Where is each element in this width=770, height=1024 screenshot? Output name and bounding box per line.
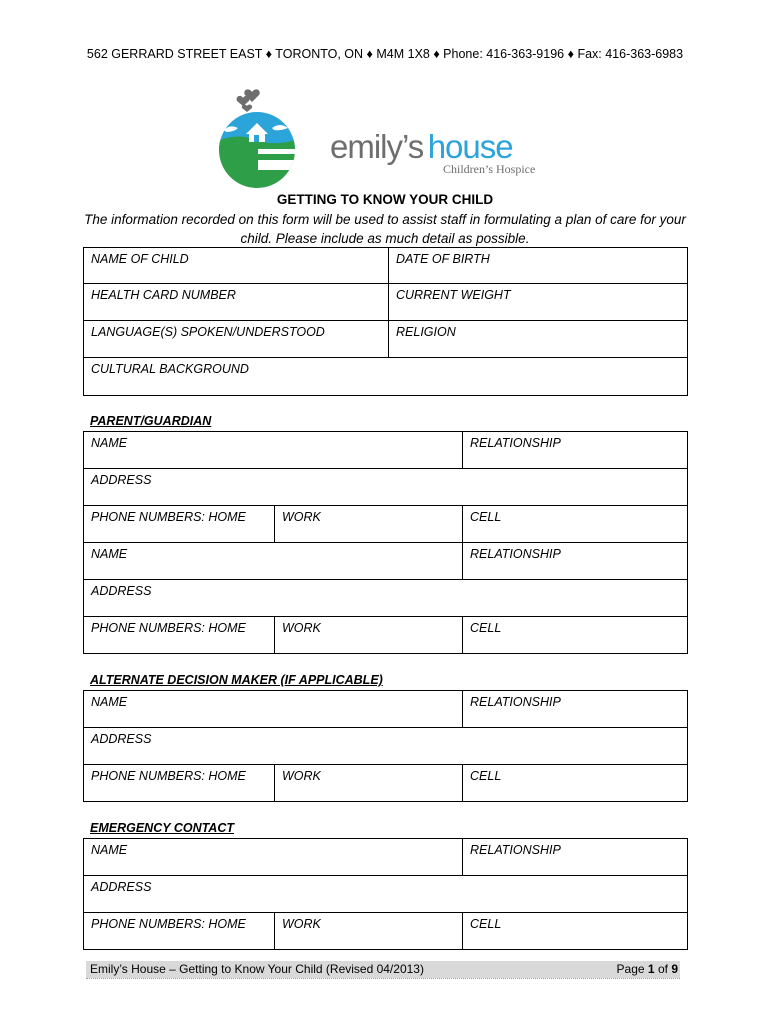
guardian1-work-field[interactable]: WORK — [275, 506, 463, 543]
section-parent-guardian: PARENT/GUARDIAN — [90, 414, 212, 428]
guardian2-address-field[interactable]: ADDRESS — [84, 580, 688, 617]
guardian1-relationship-field[interactable]: RELATIONSHIP — [463, 432, 688, 469]
alternate-decision-maker-table — [83, 690, 688, 802]
guardian2-work-field[interactable]: WORK — [275, 617, 463, 654]
section-emergency-contact: EMERGENCY CONTACT — [90, 821, 234, 835]
adm-relationship-field[interactable]: RELATIONSHIP — [463, 691, 688, 728]
health-card-number-field[interactable]: HEALTH CARD NUMBER — [84, 284, 389, 321]
section-alternate-decision-maker: ALTERNATE DECISION MAKER (IF APPLICABLE) — [90, 673, 383, 687]
footer-rule — [86, 978, 680, 979]
adm-cell-field[interactable]: CELL — [463, 765, 688, 802]
emergency-relationship-field[interactable]: RELATIONSHIP — [463, 839, 688, 876]
page-current: 1 — [647, 962, 655, 976]
current-weight-field[interactable]: CURRENT WEIGHT — [389, 284, 688, 321]
emergency-address-field[interactable]: ADDRESS — [84, 876, 688, 913]
logo-wordmark — [330, 128, 513, 166]
religion-field[interactable]: RELIGION — [389, 321, 688, 358]
adm-name-field[interactable]: NAME — [84, 691, 463, 728]
cultural-background-field[interactable]: CULTURAL BACKGROUND — [84, 358, 688, 396]
emergency-cell-field[interactable]: CELL — [463, 913, 688, 950]
page-label: Page — [616, 962, 645, 976]
form-title: GETTING TO KNOW YOUR CHILD — [276, 192, 494, 207]
emergency-contact-table — [83, 838, 688, 950]
child-info-table — [83, 247, 688, 396]
guardian2-name-field[interactable]: NAME — [84, 543, 463, 580]
adm-work-field[interactable]: WORK — [275, 765, 463, 802]
guardian1-phone-home-field[interactable]: PHONE NUMBERS: HOME — [84, 506, 275, 543]
guardian1-address-field[interactable]: ADDRESS — [84, 469, 688, 506]
adm-address-field[interactable]: ADDRESS — [84, 728, 688, 765]
date-of-birth-field[interactable]: DATE OF BIRTH — [389, 248, 688, 284]
adm-phone-home-field[interactable]: PHONE NUMBERS: HOME — [84, 765, 275, 802]
page-footer — [86, 961, 680, 978]
logo-name-emily: emily’s — [330, 128, 424, 165]
name-of-child-field[interactable]: NAME OF CHILD — [84, 248, 389, 284]
header-address: 562 GERRARD STREET EAST ♦ TORONTO, ON ♦ M4M 1X8 ♦ Phone: 416-363-9196 ♦ Fax: 416-363-6983 — [86, 47, 684, 61]
guardian1-name-field[interactable]: NAME — [84, 432, 463, 469]
logo-name-house: house — [427, 128, 513, 165]
guardian1-cell-field[interactable]: CELL — [463, 506, 688, 543]
guardian2-phone-home-field[interactable]: PHONE NUMBERS: HOME — [84, 617, 275, 654]
logo-subtitle: Children’s Hospice — [443, 162, 536, 176]
form-intro: The information recorded on this form will be used to assist staff in formulating a plan of care for your child. Please include as much detail as possible. — [84, 212, 686, 246]
page-of: of — [657, 962, 668, 976]
emergency-work-field[interactable]: WORK — [275, 913, 463, 950]
emergency-phone-home-field[interactable]: PHONE NUMBERS: HOME — [84, 913, 275, 950]
emergency-name-field[interactable]: NAME — [84, 839, 463, 876]
guardian2-cell-field[interactable]: CELL — [463, 617, 688, 654]
page-total: 9 — [671, 962, 678, 976]
guardian2-relationship-field[interactable]: RELATIONSHIP — [463, 543, 688, 580]
footer-page-number — [617, 962, 678, 976]
languages-field[interactable]: LANGUAGE(S) SPOKEN/UNDERSTOOD — [84, 321, 389, 358]
footer-document-title: Emily’s House – Getting to Know Your Child (Revised 04/2013) — [90, 962, 424, 976]
parent-guardian-table — [83, 431, 688, 654]
